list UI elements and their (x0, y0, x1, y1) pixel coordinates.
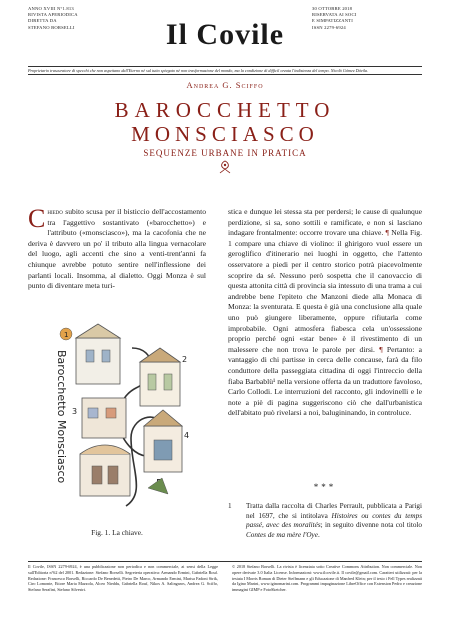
footnote-title: Contes de ma mère l'Oye (246, 530, 318, 539)
svg-text:1: 1 (64, 331, 69, 339)
footnote-title: Histoires ou contes du temps passé, avec des moralités (246, 511, 422, 530)
city-sketch-icon (36, 318, 198, 518)
footnote (228, 502, 422, 540)
article-author: Andrea G. Sciffo (186, 80, 264, 90)
figure-handwritten-label: Barocchetto Monsciasco (55, 350, 68, 484)
journal-title: Il Covile (165, 18, 285, 51)
masthead-left-line: STEFANO BORSELLI (28, 24, 75, 30)
svg-text:2: 2 (182, 355, 188, 364)
masthead-right-line: E SIMPATIZZANTI (312, 18, 353, 24)
footer-divider (28, 561, 422, 562)
pilcrow-mark: ¶ (379, 344, 383, 354)
colophon-right: © 2018 Stefano Borselli. La rivista è licenziata sotto Creative Commons Attribution. Non commerciale. Non opere derivate 3.0 Italia License. Informazioni: www.ilcovile.it. Il covile@gmail.com. Caratteri utilizzati: per la testata I Morris Roman di Dieter Steffmann e gli Educazione di Manfred Klein; per il testo i Fell Types realizzati da Igino Marini, www.iginomarini.com. Programmi impaginazione LibreOffice con Extension Pedro e creazione immagini GIMP e FotoSketcher. (232, 564, 422, 593)
colophon-left: Il Covile, ISSN 2279-6924, è una pubblicazione non periodica e non commerciale, ai sensi della Legge sull'Editoria n°62 del 2001. Redazione: Stefano Borselli. Segreteria operativa: Armando Ermini, Gabriella Rouf. Redazione: Francesco Borselli, Riccardo De Benedetti, Pietro De Marco, Armando Ermini, Marisa Fadoni Strik, Ciro Lomonte, Ettore Maria Mazzola, Alceo Nieddu, Gabriella Rouf, Nikos A. Salingaros, Andrea G. Sciffo, Stefano Serafini, Stefano Silvestri. (28, 564, 218, 593)
masthead-left (28, 6, 138, 31)
masthead-tagline: Proprietario trascuratore di specchi che non aspettano dall'Eterno nè sul tutto spiegato nè non trasformazione del mondo, ma la condizione di difficil orzata l'indistenza del tempo. Nicolò Gómez Dávila. (28, 68, 369, 73)
masthead-left-line: RIVISTA APERIODICA (28, 12, 78, 18)
article-title-line2: MONSCIASCO (131, 122, 319, 146)
masthead-divider (28, 66, 422, 67)
footnote-text (246, 502, 422, 540)
body-text: Pertanto: a vantaggio di chi partisse in cerca delle concause, farà da filo conduttore della passeggiata cittadina di oggi l'intreccio della fiaba Barbablù¹ nella versione offerta da un traduttore favoloso, Carlo Collodi. Le interruzioni del racconto, gli indovinelli e le note a piè di pagina suggeriscono ciò che dall'urbanistica dell'abitato può rivelarsi a noi, balugininando, in controluce. (228, 344, 422, 418)
section-break: *** (313, 482, 337, 492)
figure-illustration (36, 318, 198, 518)
masthead-right-line: ISSN 2279-6924 (312, 24, 346, 30)
lead-word: hiedo (47, 207, 63, 216)
masthead-right-line: RISERVATA AI SOCI (312, 12, 357, 18)
footnote-number: 1 (228, 502, 232, 510)
body-text: stica e dunque lei stessa sta per perdersi; le cause di qualunque perdizione, si sa, sono sottili e ramificate, e non si lasciano indagare frontalmente: occorre trovare una chiave. (228, 207, 422, 238)
figure-caption: Fig. 1. La chiave. (91, 528, 143, 537)
masthead-left-line: DIRETTA DA (28, 18, 57, 24)
masthead-left-line: ANNO XVIII N°1.813 (28, 6, 74, 11)
footnote-text-part: . (317, 530, 320, 539)
masthead-right (312, 6, 422, 31)
body-text: Nella Fig. 1 compare una chiave di violino: il ghirigoro vuol essere un geroglifico d'itinerario nei luoghi in oggetto, che l'attento osservatore a piedi per il centro storico potrà piacevolmente scoprire da sé. Nessuno però sospetta che il canovaccio di questa attonita città di provincia sia intessuto di una trama a cui andrebbe bene l'epiteto che Manzoni diede alla Monaca di Monza: la sventurata. E questa è già una conclusione alla quale uno può giungere liberamente, oppure rifiutarla come improbabile. Ogni atmosfera fiabesca cela un'ossessione proprio perché ogni «star bene» è il rivestimento di un malessere che non trova le parole per dirsi. (228, 228, 422, 354)
article-subtitle: SEQUENZE URBANE IN PRATICA (143, 148, 307, 158)
masthead-right-line: 30 OTTOBRE 2018 (312, 6, 353, 11)
footnote-text-part: Tratta dalla raccolta di Charles Perrault, pubblicata a Parigi nel 1697, che si intitolava (246, 502, 422, 520)
masthead (28, 6, 422, 64)
pilcrow-mark: ¶ (385, 228, 389, 238)
footnote-text-part: ; in seguito divenne nota col titolo (320, 521, 423, 530)
drop-cap: C (28, 204, 46, 233)
fleuron-ornament-icon (217, 160, 233, 174)
svg-text:4: 4 (184, 431, 190, 440)
body-column-right (228, 207, 422, 419)
article-title-line1: BAROCCHETTO (114, 98, 336, 122)
body-column-left (28, 204, 206, 292)
masthead-divider (28, 74, 422, 75)
body-text: subito scusa per il bisticcio dell'accostamento tra l'aggettivo sostantivato («barocchetto») e l'attributo («monsciasco»), ma la cacofonia che ne deriva è davvero un po' il tributo alla lingua vernacolare del luogo, agli accenti che sino a venti-trent'anni fa chiunque avrebbe potuto sentire nell'inflessione dei parlanti locali. Insomma, al dialetto. Oggi Monza è sul punto di diventare meta turi- (28, 207, 206, 291)
svg-text:3: 3 (72, 407, 78, 416)
